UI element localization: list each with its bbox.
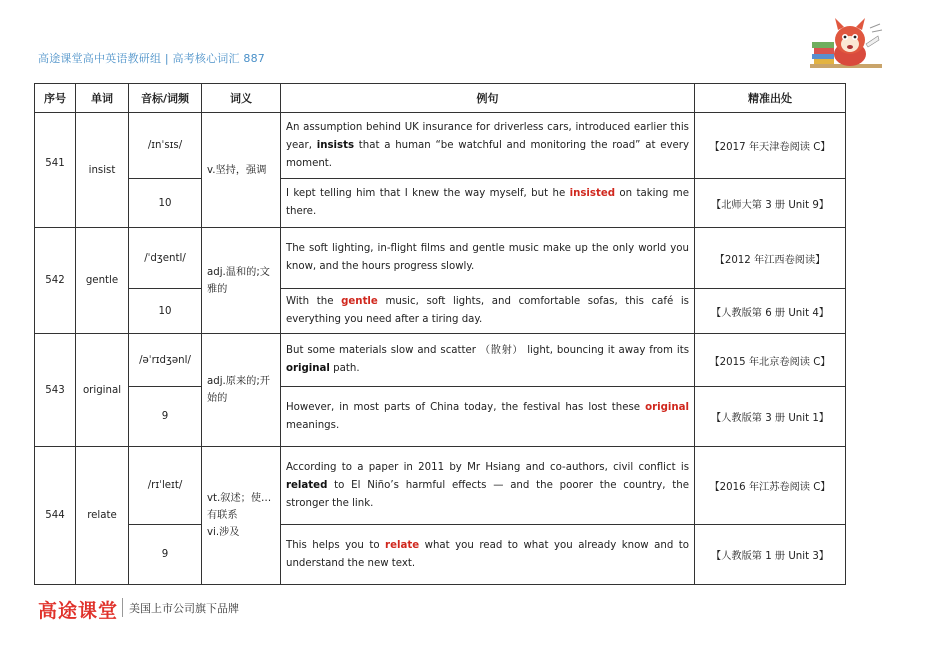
keyword: original (645, 401, 689, 413)
table-header-row (35, 84, 846, 113)
mascot-illustration (808, 14, 884, 70)
entry-phonetic: /ˈdʒentl/ (129, 228, 202, 289)
brand-logo: 高途课堂 (38, 600, 119, 622)
keyword: insists (316, 139, 355, 151)
keyword: insisted (569, 188, 616, 199)
entry-number: 542 (35, 228, 76, 334)
entry-phonetic: /əˈrɪdʒənl/ (129, 334, 202, 387)
entry-meaning (202, 447, 281, 585)
entry-number: 544 (35, 447, 76, 585)
entry-source: 【2016 年江苏卷阅读 C】 (695, 447, 846, 525)
example-sentence: An assumption behind UK insurance for driverless cars, introduced earlier this year, insists that a human “be watchful and monitoring the road” at every moment. (281, 113, 695, 179)
entry-frequency: 10 (129, 179, 202, 228)
example-sentence: I kept telling him that I knew the way myself, but he insisted on taking me there. (281, 179, 695, 228)
entry-word: original (76, 334, 129, 447)
entry-source: 【2017 年天津卷阅读 C】 (695, 113, 846, 179)
example-sentence: This helps you to relate what you read to what you already know and to understand the new text. (281, 525, 695, 585)
example-sentence: The soft lighting, in-flight films and gentle music make up the only world you know, and the hours progress slowly. (281, 228, 695, 289)
entry-source: 【人教版第 1 册 Unit 3】 (695, 525, 846, 585)
footer-divider (122, 598, 123, 617)
entry-number: 543 (35, 334, 76, 447)
page-header: 高途课堂高中英语教研组 | 高考核心词汇 887 (38, 52, 265, 65)
example-sentence: With the gentle music, soft lights, and comfortable sofas, this café is everything you need after a tiring day. (281, 289, 695, 334)
table-row (35, 525, 846, 585)
entry-source: 【人教版第 3 册 Unit 1】 (695, 387, 846, 447)
brand-tagline: 美国上市公司旗下品牌 (129, 602, 239, 615)
entry-word: gentle (76, 228, 129, 334)
keyword: relate (385, 539, 420, 551)
entry-phonetic: /ɪnˈsɪs/ (129, 113, 202, 179)
meaning-line: vt.叙述；使…有联系 (207, 493, 272, 521)
entry-meaning: adj.温和的;文雅的 (202, 228, 281, 334)
entry-number: 541 (35, 113, 76, 228)
keyword: gentle (341, 296, 378, 307)
header-phonetic: 音标/词频 (129, 84, 202, 113)
entry-word: insist (76, 113, 129, 228)
meaning-line: vi.涉及 (207, 527, 240, 538)
table-row (35, 179, 846, 228)
example-sentence: However, in most parts of China today, the festival has lost these original meanings. (281, 387, 695, 447)
table-row (35, 387, 846, 447)
header-example: 例句 (281, 84, 695, 113)
table-row (35, 228, 846, 289)
keyword: original (286, 363, 330, 374)
table-row (35, 113, 846, 179)
header-no: 序号 (35, 84, 76, 113)
entry-word: relate (76, 447, 129, 585)
entry-meaning: v.坚持，强调 (202, 113, 281, 228)
entry-phonetic: /rɪˈleɪt/ (129, 447, 202, 525)
vocabulary-table (34, 83, 846, 585)
entry-frequency: 10 (129, 289, 202, 334)
entry-source: 【人教版第 6 册 Unit 4】 (695, 289, 846, 334)
table-row (35, 447, 846, 525)
entry-meaning: adj.原来的;开始的 (202, 334, 281, 447)
entry-frequency: 9 (129, 525, 202, 585)
entry-source: 【2015 年北京卷阅读 C】 (695, 334, 846, 387)
table-row (35, 289, 846, 334)
example-sentence: According to a paper in 2011 by Mr Hsiang and co-authors, civil conflict is related to El Niño’s harmful effects — and the poorer the country, the stronger the link. (281, 447, 695, 525)
entry-source: 【2012 年江西卷阅读】 (695, 228, 846, 289)
table-row (35, 334, 846, 387)
entry-source: 【北师大第 3 册 Unit 9】 (695, 179, 846, 228)
header-meaning: 词义 (202, 84, 281, 113)
header-word: 单词 (76, 84, 129, 113)
example-sentence: But some materials slow and scatter （散射） light, bouncing it away from its original path. (281, 334, 695, 387)
entry-frequency: 9 (129, 387, 202, 447)
keyword: related (286, 479, 328, 491)
header-source: 精准出处 (695, 84, 846, 113)
